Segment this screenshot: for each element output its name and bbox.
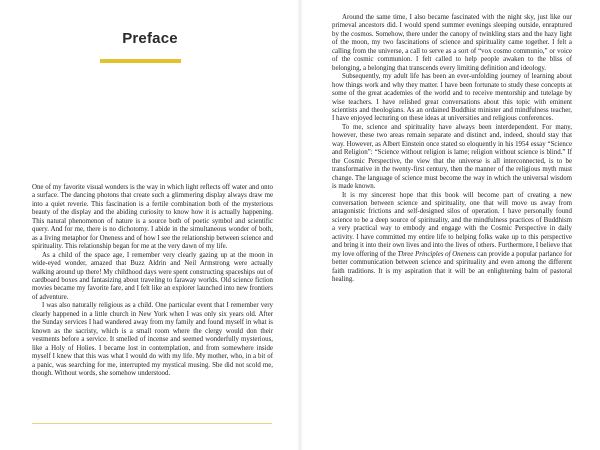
page-title: Preface [122,30,178,47]
book-title-italic: Three Principles of Oneness [397,250,476,258]
paragraph: I was also naturally religious as a child. One particular event that I remember very clearly happened in a little church in New York when I was only six years old. After the Sunday services I had wandered away from my family and found myself in what is known as the sacristy, which is a small room where the clergy would don their vestments before a service. It smelled of incense and seemed wonderfully mysterious, like a Holy of Holies. I became lost in contemplation, and from somewhere inside myself I knew that this was what I would do with my life. My mother, who, in a bit of a panic, was searching for me, interrupted my mystical musing. She did not scold me, though. Without words, she somehow understood. [32,302,273,377]
title-underline [100,59,181,63]
paragraph: Around the same time, I also became fascinated with the night sky, just like our primeval ancestors did. I would spend summer evenings sleeping outside, enraptured by the cosmos. Somehow, there under the canopy of twinkling stars and the hazy light of the moon, my two fascinations of science and spirituality came together. I felt a calling from the universe, a call to serve as a sort of “vox cosmo communio,” or voice of the cosmic communion. I felt called to help people awaken to the bliss of belonging, a belonging that transcends every limiting definition and ideology. [332,14,572,72]
paragraph: Subsequently, my adult life has been an ever-unfolding journey of learning about how things work and why they matter. I have been fortunate to study these concepts at some of the great academies of the world and to receive mentorship and tutelage by wise teachers. I have relished great conversations about this topic with eminent scientists and theologians. As an ordained Buddhist minister and mindfulness teacher, I have enjoyed lecturing on these ideas at universities and religious conferences. [332,73,572,123]
paragraph: It is my sincerest hope that this book will become part of creating a new conversation between science and spirituality, one that will move us away from antagonistic frictions and self-designed silos of operation. I have personally found science to be a deep source of spirituality, and the mindfulness practices of Buddhism a very practical way to embody and engage with the Cosmic Perspective in daily activity. I have committed my entire life to helping folks wake up to this perspective and bring it into their own lives and into the lives of others. Furthermore, I believe that my love offering of the Three Principles of Oneness can provide a popular parlance for better communication between science and spirituality and even among the different faith traditions. It is my aspiration that it will be an enlightening balm of pastoral healing. [332,191,572,284]
paragraph: One of my favorite visual wonders is the way in which light reflects off water and onto a surface. The dancing photons that create such a glimmering display always draw me into a quiet reverie. This fascination is a fertile combination both of the mysterious beauty of the display and the abiding curiosity to know how it is actually happening. This natural phenomenon of nature is a source both of poetic symbol and scientific query. And for me, there is no dichotomy. I abide in the simultaneous wonder of both, as a living metaphor for Oneness and of how I see the relationship between science and spirituality. This relationship began for me at the very dawn of my life. [32,184,273,251]
right-body-text [332,14,572,285]
paragraph: As a child of the space age, I remember very clearly gazing up at the moon in wide-eyed wonder, amazed that Buzz Aldrin and Neil Armstrong were actually walking around up there! My childhood days were spent constructing spaceships out of cardboard boxes and fantasizing about traveling to faraway worlds. Old science fiction movies became my favorite fare, and I felt like an explorer launched into new frontiers of adventure. [32,251,273,301]
paragraph: To me, science and spirituality have always been interdependent. For many, however, these two areas remain separate and distinct and, indeed, should stay that way. However, as Albert Einstein once stated so eloquently in his 1954 essay “Science and Religion”: “Science without religion is lame; religion without science is blind.” If the Cosmic Perspective, the view that the universe is all interconnected, is to be transformative in the twenty-first century, then the manner of the religious myth must change. The language of science must become the way in which the universal wisdom is made known. [332,123,572,191]
left-body-text [32,184,273,378]
footer-rule [32,423,272,424]
